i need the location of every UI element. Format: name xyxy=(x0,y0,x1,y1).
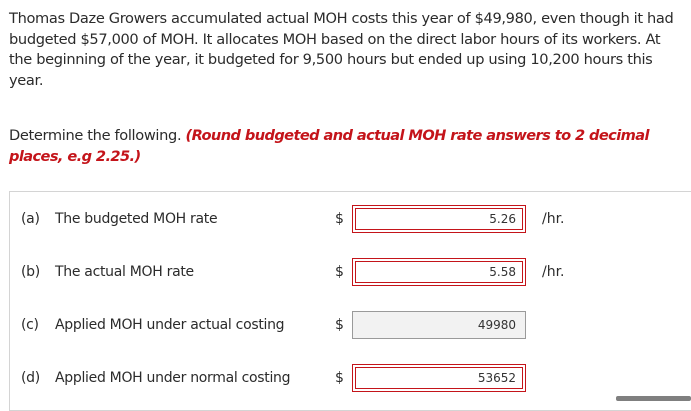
actual-moh-rate-input[interactable]: 5.58 xyxy=(352,258,526,286)
instruction-text: Determine the following. xyxy=(9,127,182,144)
dollar-sign: $ xyxy=(335,370,344,386)
budgeted-moh-rate-input[interactable]: 5.26 xyxy=(352,205,526,233)
applied-moh-actual-input[interactable]: 49980 xyxy=(352,311,526,339)
part-letter: (d) xyxy=(21,370,40,386)
part-label: Applied MOH under actual costing xyxy=(55,317,285,333)
part-letter: (a) xyxy=(21,211,40,227)
row-applied-moh-actual xyxy=(10,311,691,341)
instructions xyxy=(9,126,681,167)
row-actual-moh-rate xyxy=(10,258,691,288)
part-label: The budgeted MOH rate xyxy=(55,211,218,227)
part-letter: (b) xyxy=(21,264,40,280)
dollar-sign: $ xyxy=(335,211,344,227)
dollar-sign: $ xyxy=(335,317,344,333)
answer-panel xyxy=(9,191,691,411)
rounding-note: (Round budgeted and actual MOH rate answers to 2 decimal places, e.g 2.25.) xyxy=(9,127,649,165)
row-budgeted-moh-rate xyxy=(10,205,691,235)
unit-label: /hr. xyxy=(542,211,565,227)
dollar-sign: $ xyxy=(335,264,344,280)
part-letter: (c) xyxy=(21,317,39,333)
row-applied-moh-normal xyxy=(10,364,691,394)
horizontal-scrollbar[interactable] xyxy=(616,396,691,401)
part-label: Applied MOH under normal costing xyxy=(55,370,291,386)
applied-moh-normal-input[interactable]: 53652 xyxy=(352,364,526,392)
part-label: The actual MOH rate xyxy=(55,264,194,280)
problem-statement: Thomas Daze Growers accumulated actual MOH costs this year of $49,980, even though it had budgeted $57,000 of MOH. It allocates MOH based on the direct labor hours of its workers. At the beginning of the year, it budgeted for 9,500 hours but ended up using 10,200 hours this year. xyxy=(9,10,674,89)
unit-label: /hr. xyxy=(542,264,565,280)
